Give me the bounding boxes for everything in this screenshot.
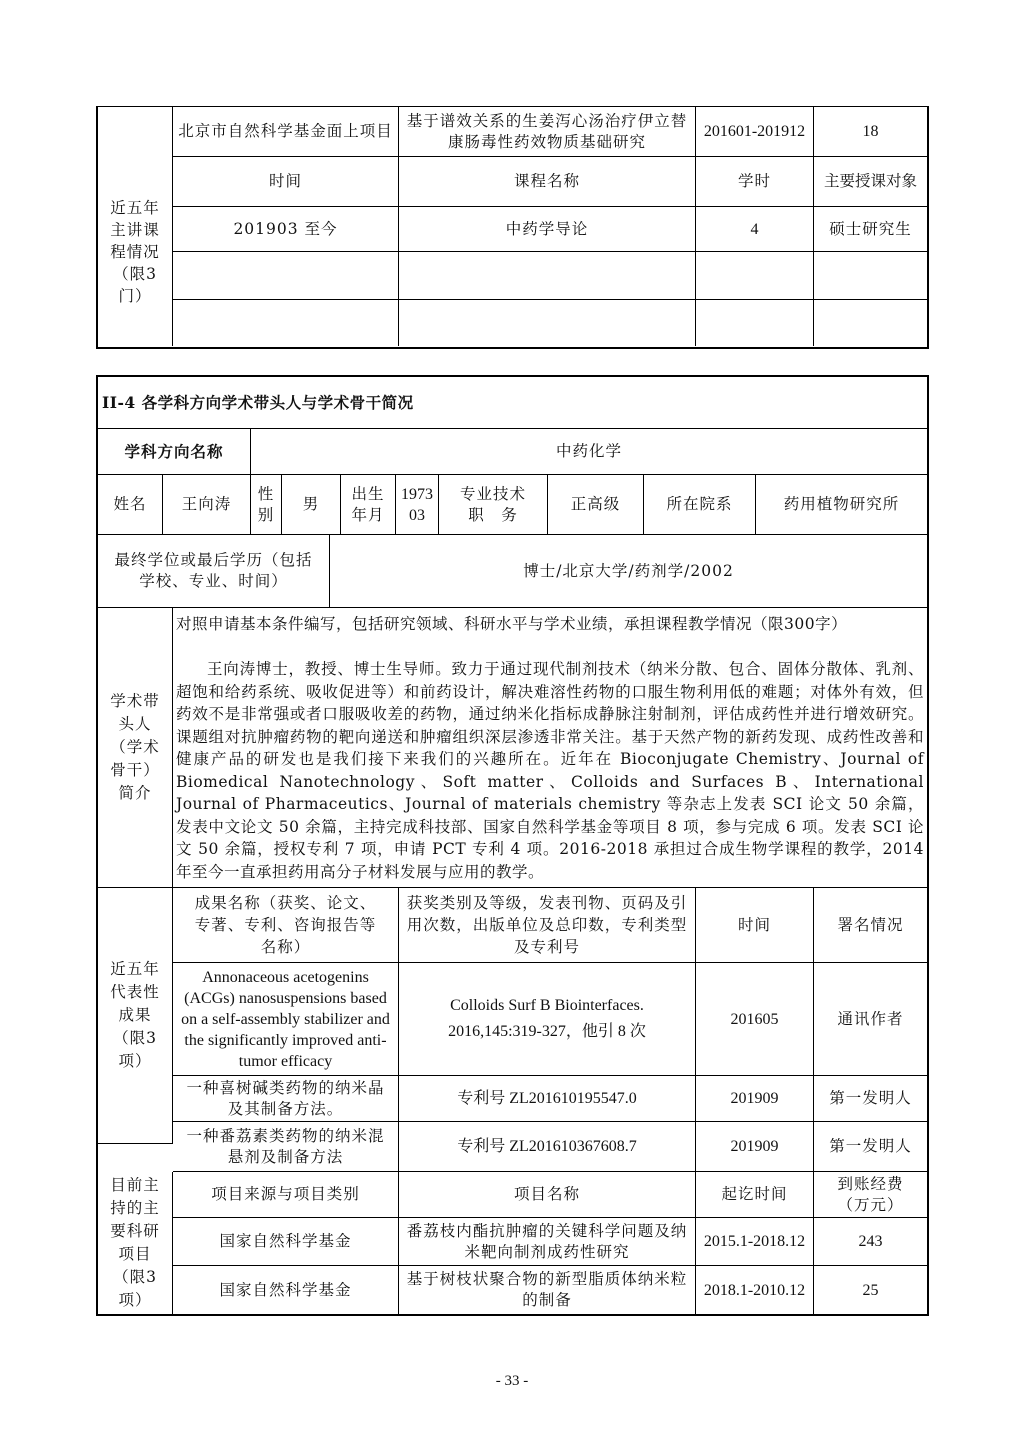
- achievement-name: 一种番荔素类药物的纳米混悬剂及制备方法: [173, 1122, 399, 1172]
- course-empty-cell: [399, 252, 696, 300]
- course-empty-cell: [814, 300, 927, 346]
- projects-header-period: 起讫时间: [696, 1172, 814, 1218]
- projects-header-name: 项目名称: [399, 1172, 696, 1218]
- fund-row-blank: [98, 107, 173, 157]
- course-empty-cell: [173, 300, 399, 346]
- faculty-table: [96, 375, 929, 1316]
- discipline-value: 中药化学: [251, 429, 927, 475]
- course-header-time: 时间: [173, 157, 399, 207]
- achievement-name: Annonaceous acetogenins (ACGs) nanosuspensions based on a self-assembly stabilizer and the significantly improved anti-tumor efficacy: [173, 963, 399, 1076]
- fund-period: 201601-201912: [696, 107, 814, 157]
- dept-label: 所在院系: [644, 475, 756, 535]
- projects-header-funding: 到账经费（万元）: [814, 1172, 927, 1218]
- degree-label: 最终学位或最后学历（包括学校、专业、时间）: [98, 535, 330, 608]
- gender-value: 男: [282, 475, 341, 535]
- course-empty-cell: [399, 300, 696, 346]
- achievements-header-time: 时间: [696, 888, 814, 963]
- achievement-time: 201909: [696, 1076, 814, 1122]
- project-period: 2018.1-2010.12: [696, 1266, 814, 1314]
- achievement-detail: 专利号 ZL201610367608.7: [399, 1122, 696, 1172]
- project-source: 国家自然科学基金: [173, 1218, 399, 1266]
- projects-header-source: 项目来源与项目类别: [173, 1172, 399, 1218]
- course-hours: 4: [696, 207, 814, 252]
- achievement-byline: 第一发明人: [814, 1076, 927, 1122]
- achievement-time: 201605: [696, 963, 814, 1076]
- course-audience: 硕士研究生: [814, 207, 927, 252]
- birth-value: 197303: [396, 475, 439, 535]
- project-name: 番荔枝内酯抗肿瘤的关键科学问题及纳米靶向制剂成药性研究: [399, 1218, 696, 1266]
- courses-label: 近五年主讲课程情况（限3门）: [98, 157, 173, 346]
- achievements-label: 近五年代表性成果（限3项）: [98, 888, 173, 1144]
- achievement-detail: 专利号 ZL201610195547.0: [399, 1076, 696, 1122]
- course-header-audience: 主要授课对象: [814, 157, 927, 207]
- name-value: 王向涛: [163, 475, 251, 535]
- fund-source: 北京市自然科学基金面上项目: [173, 107, 399, 157]
- achievement-byline: 第一发明人: [814, 1122, 927, 1172]
- intro-instruction: 对照申请基本条件编写，包括研究领域、科研水平与学术业绩，承担课程教学情况（限300字）: [176, 615, 848, 633]
- course-empty-cell: [173, 252, 399, 300]
- course-name: 中药学导论: [399, 207, 696, 252]
- dept-value: 药用植物研究所: [756, 475, 927, 535]
- title-value: 正高级: [548, 475, 644, 535]
- project-funding: 25: [862, 1281, 879, 1299]
- degree-value: 博士/北京大学/药剂学/2002: [330, 535, 927, 608]
- name-label: 姓名: [98, 475, 163, 535]
- course-empty-cell: [696, 252, 814, 300]
- achievements-header-detail: 获奖类别及等级，发表刊物、页码及引用次数，出版单位及总印数，专利类型及专利号: [399, 888, 696, 963]
- intro-text: 王向涛博士，教授、博士生导师。致力于通过现代制剂技术（纳米分散、包合、固体分散体、乳剂、超饱和给药系统、吸收促进等）和前药设计，解决难溶性药物的口服生物利用低的难题；对体外有效，但药效不是非常强或者口服吸收差的药物，通过纳米化指标成静脉注射制剂，评估成药性并进行增效研究。课题组对抗肿瘤药物的靶向递送和肿瘤组织深层渗透非常关注。基于天然产物的新药发现、成药性改善和健康产品的研发也是我们接下来我们的兴趣所在。近年在 Bioconjugate Chemistry、Journal of Biomedical Nanotechnology、Soft matter、Colloids and Surfaces B、International Journal of Pharmaceutics、Journal of materials chemistry 等杂志上发表 SCI 论文 50 余篇，发表中文论文 50 余篇，主持完成科技部、国家自然科学基金等项目 8 项，参与完成 6 项。发表 SCI 论文 50 余篇，授权专利 7 项，申请 PCT 专利 4 项。2016-2018 承担过合成生物学课程的教学，2014 年至今一直承担药用高分子材料发展与应用的教学。: [176, 660, 924, 881]
- course-header-name: 课程名称: [399, 157, 696, 207]
- course-time: 201903 至今: [173, 207, 399, 252]
- fund-amount: 18: [814, 107, 927, 157]
- projects-label: 目前主持的主要科研项目（限3项）: [98, 1172, 173, 1314]
- birth-label: 出生年月: [341, 475, 396, 535]
- project-source: 国家自然科学基金: [173, 1266, 399, 1314]
- page-number: - 33 -: [495, 1373, 529, 1389]
- fund-project-name: 基于谱效关系的生姜泻心汤治疗伊立替康肠毒性药效物质基础研究: [399, 107, 696, 157]
- achievements-header-byline: 署名情况: [814, 888, 927, 963]
- achievement-name: 一种喜树碱类药物的纳米晶及其制备方法。: [173, 1076, 399, 1122]
- achievements-header-name: 成果名称（获奖、论文、专著、专利、咨询报告等名称）: [173, 888, 399, 963]
- achievement-detail: Colloids Surf B Biointerfaces. 2016,145:319-327，他引 8 次: [399, 963, 696, 1076]
- gender-label: 性别: [251, 475, 282, 535]
- project-name: 基于树枝状聚合物的新型脂质体纳米粒的制备: [399, 1266, 696, 1314]
- section-title: II-4 各学科方向学术带头人与学术骨干简况: [98, 377, 927, 429]
- project-period: 2015.1-2018.12: [696, 1218, 814, 1266]
- teaching-table: [96, 106, 929, 349]
- achievement-time: 201909: [696, 1122, 814, 1172]
- project-funding: 243: [814, 1218, 927, 1266]
- course-header-hours: 学时: [696, 157, 814, 207]
- discipline-label: 学科方向名称: [98, 429, 251, 475]
- course-empty-cell: [814, 252, 927, 300]
- course-empty-cell: [696, 300, 814, 346]
- title-label: 专业技术职 务: [439, 475, 548, 535]
- achievement-byline: 通讯作者: [814, 963, 927, 1076]
- intro-label: 学术带头人（学术骨干）简介: [98, 608, 173, 888]
